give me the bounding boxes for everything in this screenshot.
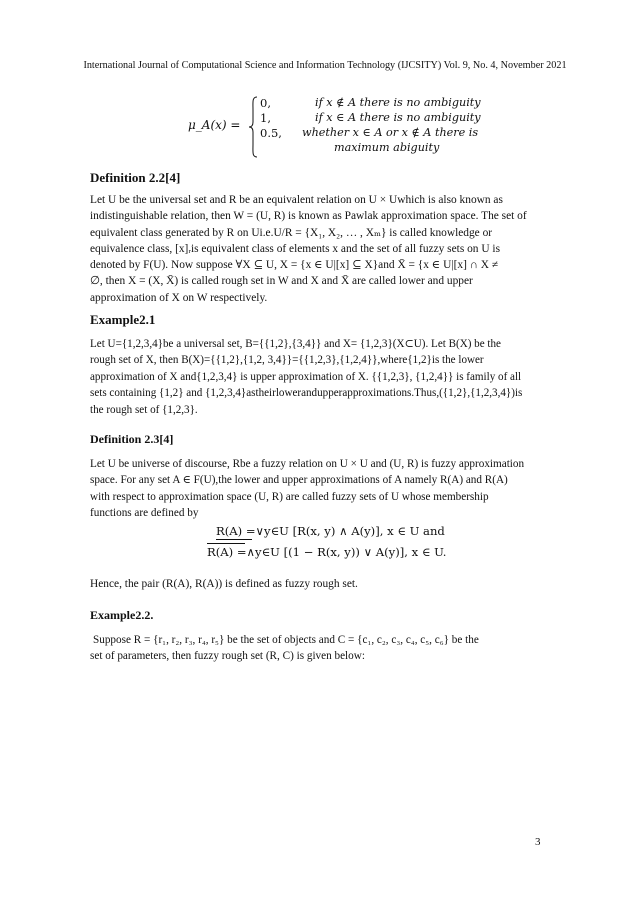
fuzzy-rough-set-statement: Hence, the pair (R(A), R(A)) is defined as fuzzy rough set.: [90, 578, 358, 590]
text-line: equivalent class generated by R on Ui.e.U/R = {X₁, X₂, … , Xₘ} is called knowledge or: [90, 226, 493, 239]
equation-lhs: μ_A(x) =: [188, 118, 241, 132]
text-line: equivalence class, [x]ᵣis equivalent class of elements x and the set of all fuzzy sets on U is: [90, 242, 501, 255]
page-number: 3: [535, 836, 541, 848]
running-header: International Journal of Computational Science and Information Technology (IJCSITY) Vol. 9, No. 4, November 2021: [83, 60, 567, 71]
example-2-2-heading: Example2.2.: [90, 608, 154, 622]
upper-approximation-formula: R(A) =∧y∈U [(1 − R(x, y)) ∨ A(y)], x ∈ U.: [207, 545, 447, 559]
text-line: approximation of X on W respectively.: [90, 291, 268, 304]
definition-2-3-body: [90, 456, 565, 522]
definition-2-2-heading: Definition 2.2[4]: [90, 170, 181, 185]
case-condition-2: if x ∈ A there is no ambiguity: [315, 111, 481, 124]
example-2-2-body: [90, 632, 565, 665]
definition-2-3-heading: Definition 2.3[4]: [90, 432, 174, 446]
text-line: indistinguishable relation, then W = (U, R) is known as Pawlak approximation space. The set of: [90, 210, 527, 223]
overline-mark: [207, 543, 245, 544]
text-line: set of parameters, then fuzzy rough set (R, C) is given below:: [90, 650, 365, 663]
text-line: denoted by F(U). Now suppose ∀X ⊆ U, X = {x ∈ U|[x] ⊆ X}and X̄ = {x ∈ U|[x] ∩ X ≠: [90, 259, 499, 272]
example-2-1-heading: Example2.1: [90, 312, 156, 327]
text-line: Suppose R = {r₁, r₂, r₃, r₄, r₅} be the set of objects and C = {c₁, c₂, c₃, c₄, c₅, c₆} be the: [93, 634, 479, 646]
text-line: Let U={1,2,3,4}be a universal set, B={{1,2},{3,4}} and X= {1,2,3}(X⊂U). Let B(X) be the: [90, 338, 501, 350]
case-value-2: 1,: [260, 111, 271, 125]
text-line: sets containing {1,2} and {1,2,3,4}astheirlowerandupperapproximations.Thus,({1,2},{1,2,3,4})is: [90, 387, 523, 400]
left-brace: [248, 96, 258, 158]
text-line: Let U be universe of discourse, Rbe a fuzzy relation on U × U and (U, R) is fuzzy approximation: [90, 458, 525, 470]
text-line: space. For any set A ∈ F(U),the lower and upper approximations of A namely R(A) and R(A): [90, 474, 508, 487]
text-line: the rough set of {1,2,3}.: [90, 403, 198, 416]
case-value-1: 0,: [260, 96, 271, 110]
piecewise-equation: [188, 96, 488, 158]
text-line: with respect to approximation space (U, R) are called fuzzy sets of U whose membership: [90, 490, 489, 503]
definition-2-2-body: [90, 192, 570, 306]
case-value-3: 0.5,: [260, 126, 282, 140]
text-line: rough set of X, then B(X)={{1,2},{1,2, 3,4}}={{1,2,3},{1,2,4}},where{1,2}is the lower: [90, 354, 484, 367]
text-line: functions are defined by: [90, 507, 199, 520]
case-condition-3-cont: maximum abiguity: [334, 141, 440, 154]
underline-mark: [216, 539, 252, 540]
text-line: Let U be the universal set and R be an equivalent relation on U × Uwhich is also known as: [90, 194, 503, 206]
case-condition-1: if x ∉ A there is no ambiguity: [315, 96, 481, 109]
case-condition-3: whether x ∈ A or x ∉ A there is: [302, 126, 479, 139]
text-line: ∅, then X = (X, X̄) is called rough set in W and X and X̄ are called lower and upper: [90, 275, 473, 288]
text-line: approximation of X and{1,2,3,4} is upper approximation of X. {{1,2,3}, {1,2,4}} is family of all: [90, 370, 522, 383]
example-2-1-body: [90, 336, 562, 418]
lower-approximation-formula: R(A) =∨y∈U [R(x, y) ∧ A(y)], x ∈ U and: [216, 524, 445, 538]
